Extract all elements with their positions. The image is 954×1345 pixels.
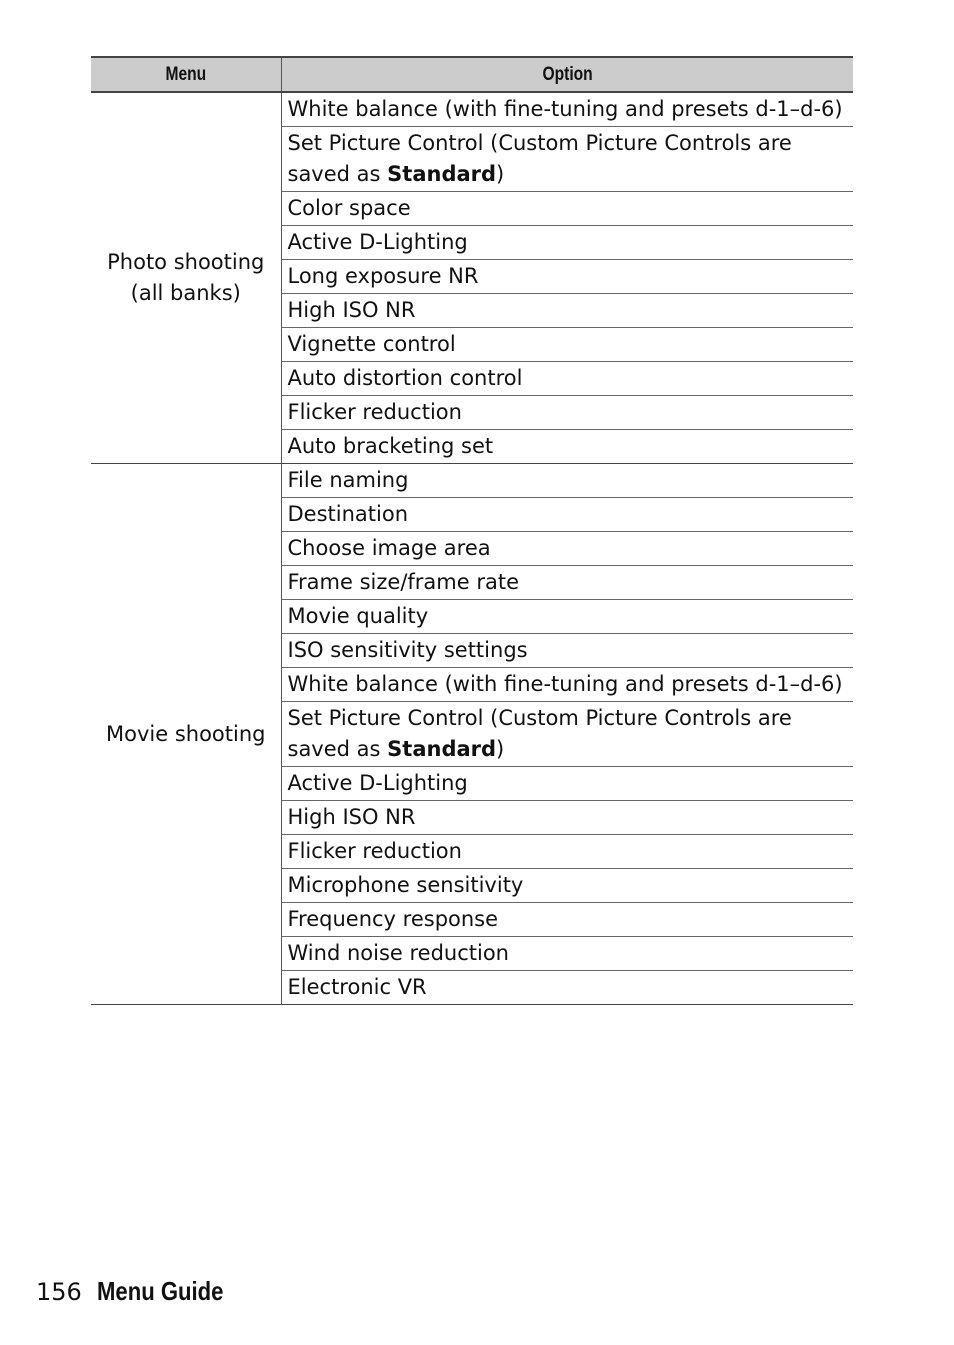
option-cell: Long exposure NR: [281, 260, 853, 294]
option-cell: Electronic VR: [281, 971, 853, 1005]
menu-group-label: Photo shooting (all banks): [91, 92, 281, 464]
option-cell: Microphone sensitivity: [281, 869, 853, 903]
option-text: Set Picture Control (Custom Picture Controls are saved as: [287, 706, 792, 761]
option-cell: Movie quality: [281, 600, 853, 634]
option-text: ): [496, 162, 505, 186]
option-cell: White balance (with fine-tuning and presets d-1–d-6): [281, 668, 853, 702]
header-menu: Menu: [91, 57, 281, 92]
option-cell: White balance (with fine-tuning and presets d-1–d-6): [281, 92, 853, 127]
page-footer: [36, 1276, 246, 1307]
option-cell: Auto bracketing set: [281, 430, 853, 464]
option-cell: [281, 127, 853, 192]
option-cell: Frame size/frame rate: [281, 566, 853, 600]
option-cell: Color space: [281, 192, 853, 226]
option-cell: Flicker reduction: [281, 835, 853, 869]
table-row: [91, 464, 853, 498]
option-cell: Active D-Lighting: [281, 226, 853, 260]
option-cell: Flicker reduction: [281, 396, 853, 430]
option-cell: Auto distortion control: [281, 362, 853, 396]
option-cell: High ISO NR: [281, 294, 853, 328]
option-cell: Destination: [281, 498, 853, 532]
option-cell: ISO sensitivity settings: [281, 634, 853, 668]
page-number: 156: [36, 1278, 82, 1306]
option-cell: Frequency response: [281, 903, 853, 937]
option-text-bold: Standard: [387, 162, 497, 186]
table-header-row: [91, 57, 853, 92]
option-cell: File naming: [281, 464, 853, 498]
menu-group-label: Movie shooting: [91, 464, 281, 1005]
option-cell: High ISO NR: [281, 801, 853, 835]
option-cell: [281, 702, 853, 767]
table-row: [91, 92, 853, 127]
option-text: Set Picture Control (Custom Picture Controls are saved as: [287, 131, 792, 186]
header-option: Option: [281, 57, 853, 92]
menu-option-table: [91, 56, 853, 1005]
option-cell: Active D-Lighting: [281, 767, 853, 801]
option-cell: Choose image area: [281, 532, 853, 566]
option-text-bold: Standard: [387, 737, 497, 761]
option-cell: Vignette control: [281, 328, 853, 362]
section-title: Menu Guide: [97, 1276, 224, 1306]
option-cell: Wind noise reduction: [281, 937, 853, 971]
option-text: ): [496, 737, 505, 761]
